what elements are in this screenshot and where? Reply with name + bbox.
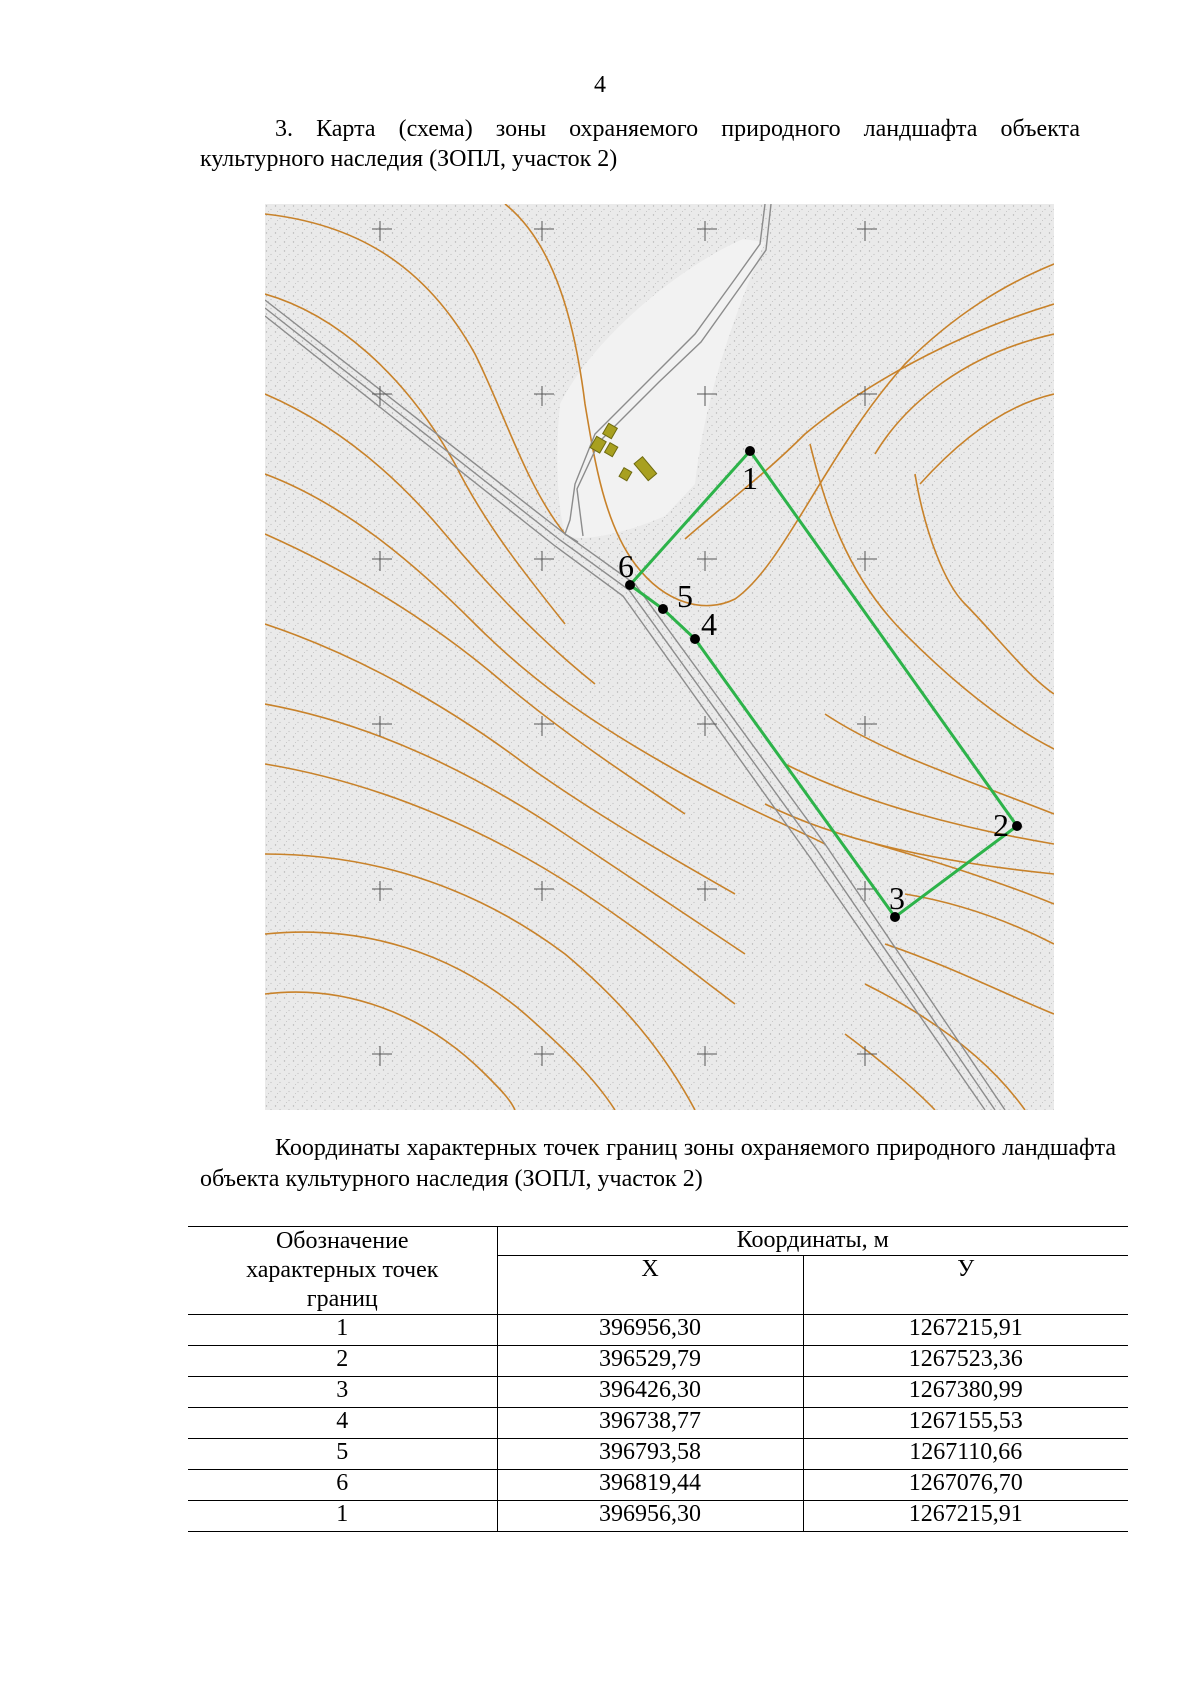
header-y: У <box>803 1256 1128 1315</box>
header-point <box>188 1227 497 1315</box>
x-cell: 396529,79 <box>497 1346 803 1377</box>
table-row <box>188 1501 1128 1532</box>
y-cell: 1267155,53 <box>803 1408 1128 1439</box>
y-cell: 1267076,70 <box>803 1470 1128 1501</box>
table-row <box>188 1377 1128 1408</box>
point-cell: 6 <box>188 1470 497 1501</box>
point-cell: 5 <box>188 1439 497 1470</box>
table-row <box>188 1346 1128 1377</box>
table-row <box>188 1408 1128 1439</box>
boundary-point-label: 2 <box>993 807 1009 843</box>
y-cell: 1267215,91 <box>803 1501 1128 1532</box>
boundary-point-label: 5 <box>677 578 693 614</box>
point-cell: 2 <box>188 1346 497 1377</box>
map-scheme <box>265 204 1054 1110</box>
point-cell: 3 <box>188 1377 497 1408</box>
table-row <box>188 1470 1128 1501</box>
x-cell: 396956,30 <box>497 1315 803 1346</box>
header-x: X <box>497 1256 803 1315</box>
boundary-point-marker <box>690 634 700 644</box>
header-point-label: Обозначение характерных точек границ <box>246 1228 439 1312</box>
point-cell: 1 <box>188 1315 497 1346</box>
page-number: 4 <box>594 72 606 98</box>
point-cell: 4 <box>188 1408 497 1439</box>
y-cell: 1267110,66 <box>803 1439 1128 1470</box>
x-cell: 396819,44 <box>497 1470 803 1501</box>
boundary-point-marker <box>658 604 668 614</box>
boundary-point-marker <box>1012 821 1022 831</box>
table-title: Координаты характерных точек границ зоны охраняемого природного ландшафта объекта культурного наследия (ЗОПЛ, участок 2) <box>200 1135 1116 1192</box>
map-canvas <box>265 204 1054 1110</box>
table-row <box>188 1315 1128 1346</box>
map-caption: 3. Карта (схема) зоны охраняемого природного ландшафта объекта культурного наследия (ЗОПЛ, участок 2) <box>200 116 1080 172</box>
point-cell: 1 <box>188 1501 497 1532</box>
boundary-point-label: 1 <box>742 460 758 496</box>
y-cell: 1267380,99 <box>803 1377 1128 1408</box>
coordinates-table <box>188 1226 1128 1532</box>
x-cell: 396426,30 <box>497 1377 803 1408</box>
y-cell: 1267523,36 <box>803 1346 1128 1377</box>
header-coords: Координаты, м <box>497 1227 1128 1256</box>
boundary-point-marker <box>745 446 755 456</box>
table-row <box>188 1439 1128 1470</box>
table-body <box>188 1315 1128 1532</box>
x-cell: 396956,30 <box>497 1501 803 1532</box>
boundary-point-label: 3 <box>889 880 905 916</box>
y-cell: 1267215,91 <box>803 1315 1128 1346</box>
x-cell: 396793,58 <box>497 1439 803 1470</box>
x-cell: 396738,77 <box>497 1408 803 1439</box>
boundary-point-label: 6 <box>618 548 634 584</box>
boundary-point-label: 4 <box>701 606 717 642</box>
